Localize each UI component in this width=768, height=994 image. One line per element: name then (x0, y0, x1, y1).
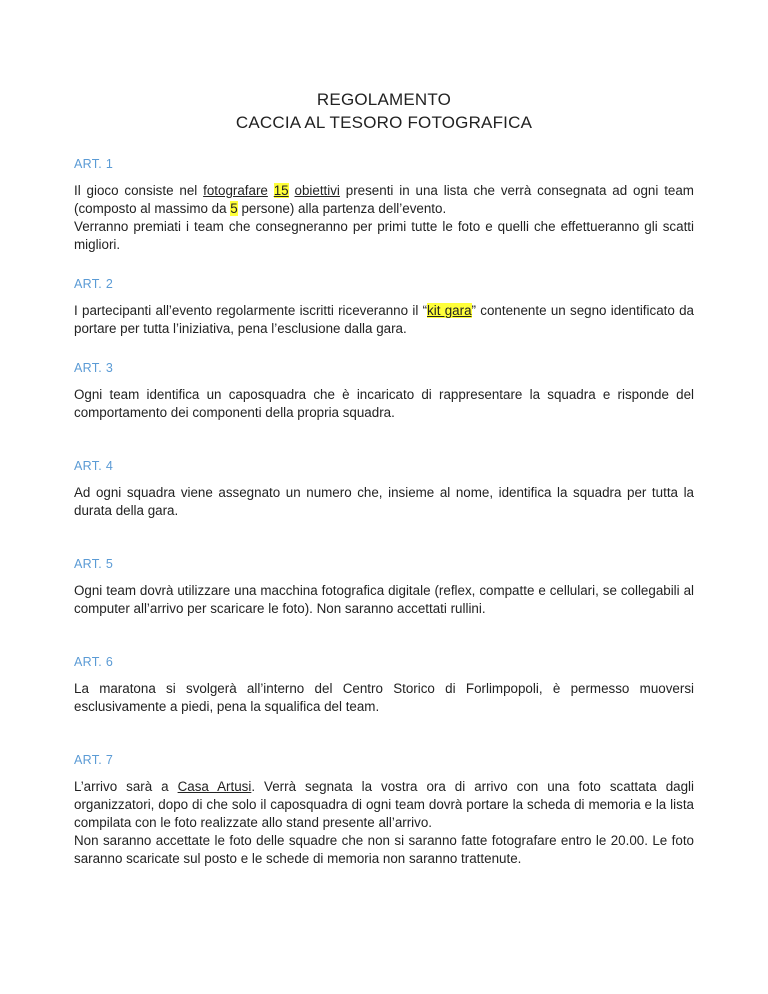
text-run: Il gioco consiste nel (74, 183, 204, 198)
title-block (74, 0, 694, 134)
article-paragraph: Non saranno accettate le foto delle squadre che non si saranno fatte fotografare entro le 20.00. Le foto saranno scaricate sul posto e le schede di memoria non saranno trattenute. (74, 833, 694, 866)
article-heading: ART. 2 (74, 277, 114, 291)
article-paragraph (74, 182, 694, 218)
article-3 (74, 360, 694, 422)
underlined-text: Casa Artusi (177, 779, 252, 794)
text-run: persone) alla partenza dell’evento. (237, 201, 447, 216)
article-body (74, 182, 694, 254)
article-heading: ART. 1 (74, 157, 114, 171)
article-body (74, 778, 694, 868)
article-body (74, 484, 694, 520)
article-paragraph (74, 302, 694, 338)
document-subtitle: CACCIA AL TESORO FOTOGRAFICA (235, 113, 533, 132)
text-run: . Verrà segnata la vostra ora di arrivo con una foto scattata dagli organizzatori, dopo di che solo il caposquadra di ogni team dovrà portare la scheda di memoria e la lista compilata con le foto realizzate allo stand presente all’arrivo. (74, 779, 694, 830)
article-6 (74, 654, 694, 716)
article-paragraph (74, 778, 694, 832)
text-run (268, 183, 274, 198)
article-heading: ART. 6 (74, 655, 114, 669)
article-body (74, 582, 694, 618)
article-paragraph: Ogni team dovrà utilizzare una macchina fotografica digitale (reflex, compatte e cellulari, se collegabili al computer all’arrivo per scaricare le foto). Non saranno accettati rullini. (74, 583, 694, 616)
underlined-text: obiettivi (294, 183, 340, 198)
highlighted-text: 5 (230, 201, 238, 216)
underlined-text: fotografare (203, 183, 268, 198)
article-paragraph: Ad ogni squadra viene assegnato un numero che, insieme al nome, identifica la squadra per tutta la durata della gara. (74, 485, 694, 518)
article-heading: ART. 4 (74, 459, 114, 473)
article-body (74, 680, 694, 716)
article-heading: ART. 7 (74, 753, 114, 767)
article-1 (74, 156, 694, 254)
article-paragraph: Ogni team identifica un caposquadra che è incaricato di rappresentare la squadra e risponde del comportamento dei componenti della propria squadra. (74, 387, 694, 420)
article-2 (74, 276, 694, 338)
document-title: REGOLAMENTO (316, 90, 452, 109)
article-4 (74, 458, 694, 520)
highlighted-text: kit gara (427, 303, 472, 318)
article-paragraph: La maratona si svolgerà all’interno del Centro Storico di Forlimpopoli, è permesso muoversi esclusivamente a piedi, pena la squalifica del team. (74, 681, 694, 714)
article-5 (74, 556, 694, 618)
text-run: L’arrivo sarà a (74, 779, 178, 794)
article-7 (74, 752, 694, 868)
text-run: I partecipanti all’evento regolarmente iscritti riceveranno il “ (74, 303, 428, 318)
text-run: presenti in una lista che verrà consegnata ad ogni team (composto al massimo da (74, 183, 694, 216)
article-heading: ART. 5 (74, 557, 114, 571)
article-body (74, 302, 694, 338)
text-run: ” contenente un segno identificato da portare per tutta l’iniziativa, pena l’esclusione dalla gara. (74, 303, 694, 336)
article-body (74, 386, 694, 422)
article-paragraph: Verranno premiati i team che consegneranno per primi tutte le foto e quelli che effettueranno gli scatti migliori. (74, 219, 694, 252)
article-heading: ART. 3 (74, 361, 114, 375)
highlighted-text: 15 (273, 183, 289, 198)
